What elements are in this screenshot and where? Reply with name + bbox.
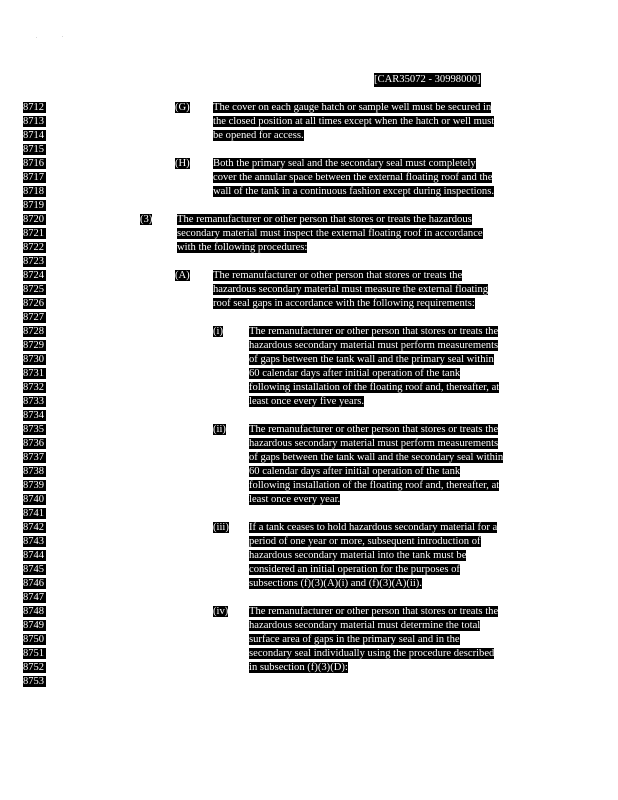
- paragraph-iv: [249, 605, 539, 675]
- text-line: least once every five years.: [249, 396, 365, 407]
- line-number: 8753: [23, 676, 44, 687]
- text-line: hazardous secondary material must perform measurements: [249, 340, 499, 351]
- line-number: 8725: [23, 284, 44, 295]
- line-number: 8717: [23, 172, 44, 183]
- paragraph-ii: [249, 423, 541, 507]
- paragraph-h: [213, 157, 535, 199]
- line-number: 8735: [23, 424, 44, 435]
- line-number: 8726: [23, 298, 44, 309]
- text-line: The cover on each gauge hatch or sample well must be secured in: [213, 102, 492, 113]
- item-label-ii: (ii): [213, 424, 226, 435]
- text-line: secondary material must inspect the external floating roof in accordance: [177, 228, 483, 239]
- line-number: 8721: [23, 228, 44, 239]
- item-label-g: (G): [175, 102, 190, 113]
- text-line: hazardous secondary material into the tank must be: [249, 550, 467, 561]
- line-number: 8728: [23, 326, 44, 337]
- line-number: 8739: [23, 480, 44, 491]
- line-number: 8723: [23, 256, 44, 267]
- line-number: 8713: [23, 116, 44, 127]
- text-line: The remanufacturer or other person that stores or treats the hazardous: [177, 214, 472, 225]
- text-line: Both the primary seal and the secondary seal must completely: [213, 158, 476, 169]
- line-number: 8749: [23, 620, 44, 631]
- line-number-column: [23, 101, 53, 689]
- scan-speck: [36, 37, 37, 38]
- paragraph-3: [177, 213, 529, 255]
- paragraph-a: [213, 269, 535, 311]
- line-number: 8731: [23, 368, 44, 379]
- item-label-iii: (iii): [213, 522, 229, 533]
- text-line: surface area of gaps in the primary seal and in the: [249, 634, 460, 645]
- text-line: wall of the tank in a continuous fashion except during inspections.: [213, 186, 494, 197]
- item-label-h: (H): [175, 158, 190, 169]
- item-label-3: (3): [140, 214, 153, 225]
- line-number: 8742: [23, 522, 44, 533]
- line-number: 8732: [23, 382, 44, 393]
- line-number: 8747: [23, 592, 44, 603]
- line-number: 8718: [23, 186, 44, 197]
- text-line: 60 calendar days after initial operation of the tank: [249, 466, 461, 477]
- line-number: 8745: [23, 564, 44, 575]
- line-number: 8741: [23, 508, 44, 519]
- text-line: considered an initial operation for the purposes of: [249, 564, 460, 575]
- document-header-id: [CAR35072 - 30998000]: [374, 74, 481, 85]
- item-label-a: (A): [175, 270, 190, 281]
- line-number: 8727: [23, 312, 44, 323]
- item-label-i: (i): [213, 326, 223, 337]
- line-number: 8751: [23, 648, 44, 659]
- line-number: 8743: [23, 536, 44, 547]
- text-line: The remanufacturer or other person that stores or treats the: [249, 424, 499, 435]
- text-line: subsections (f)(3)(A)(i) and (f)(3)(A)(ii).: [249, 578, 422, 589]
- scan-speck: [62, 36, 63, 37]
- line-number: 8730: [23, 354, 44, 365]
- text-line: roof seal gaps in accordance with the following requirements:: [213, 298, 475, 309]
- line-number: 8737: [23, 452, 44, 463]
- line-number: 8729: [23, 340, 44, 351]
- text-line: be opened for access.: [213, 130, 304, 141]
- line-number: 8733: [23, 396, 44, 407]
- text-line: of gaps between the tank wall and the primary seal within: [249, 354, 494, 365]
- line-number: 8744: [23, 550, 44, 561]
- line-number: 8716: [23, 158, 44, 169]
- text-line: The remanufacturer or other person that stores or treats the: [213, 270, 463, 281]
- line-number: 8748: [23, 606, 44, 617]
- paragraph-iii: [249, 521, 539, 591]
- text-line: following installation of the floating roof and, thereafter, at: [249, 382, 500, 393]
- line-number: 8746: [23, 578, 44, 589]
- text-line: with the following procedures:: [177, 242, 308, 253]
- text-line: the closed position at all times except when the hatch or well must: [213, 116, 495, 127]
- line-number: 8722: [23, 242, 44, 253]
- text-line: The remanufacturer or other person that stores or treats the: [249, 326, 499, 337]
- text-line: If a tank ceases to hold hazardous secondary material for a: [249, 522, 498, 533]
- line-number: 8715: [23, 144, 44, 155]
- text-line: hazardous secondary material must perform measurements: [249, 438, 499, 449]
- text-line: of gaps between the tank wall and the secondary seal within: [249, 452, 504, 463]
- text-line: hazardous secondary material must determine the total: [249, 620, 481, 631]
- line-number: 8734: [23, 410, 44, 421]
- line-number: 8714: [23, 130, 44, 141]
- line-number: 8719: [23, 200, 44, 211]
- line-number: 8740: [23, 494, 44, 505]
- text-line: in subsection (f)(3)(D):: [249, 662, 348, 673]
- text-line: cover the annular space between the external floating roof and the: [213, 172, 493, 183]
- line-number: 8750: [23, 634, 44, 645]
- line-number: 8720: [23, 214, 44, 225]
- text-line: The remanufacturer or other person that stores or treats the: [249, 606, 499, 617]
- line-number: 8736: [23, 438, 44, 449]
- line-number: 8712: [23, 102, 44, 113]
- text-line: period of one year or more, subsequent introduction of: [249, 536, 481, 547]
- line-number: 8738: [23, 466, 44, 477]
- text-line: hazardous secondary material must measure the external floating: [213, 284, 489, 295]
- text-line: following installation of the floating roof and, thereafter, at: [249, 480, 500, 491]
- text-line: secondary seal individually using the procedure described: [249, 648, 495, 659]
- text-line: least once every year.: [249, 494, 341, 505]
- paragraph-i: [249, 325, 539, 409]
- paragraph-g: [213, 101, 535, 143]
- text-line: 60 calendar days after initial operation of the tank: [249, 368, 461, 379]
- item-label-iv: (iv): [213, 606, 229, 617]
- line-number: 8752: [23, 662, 44, 673]
- line-number: 8724: [23, 270, 44, 281]
